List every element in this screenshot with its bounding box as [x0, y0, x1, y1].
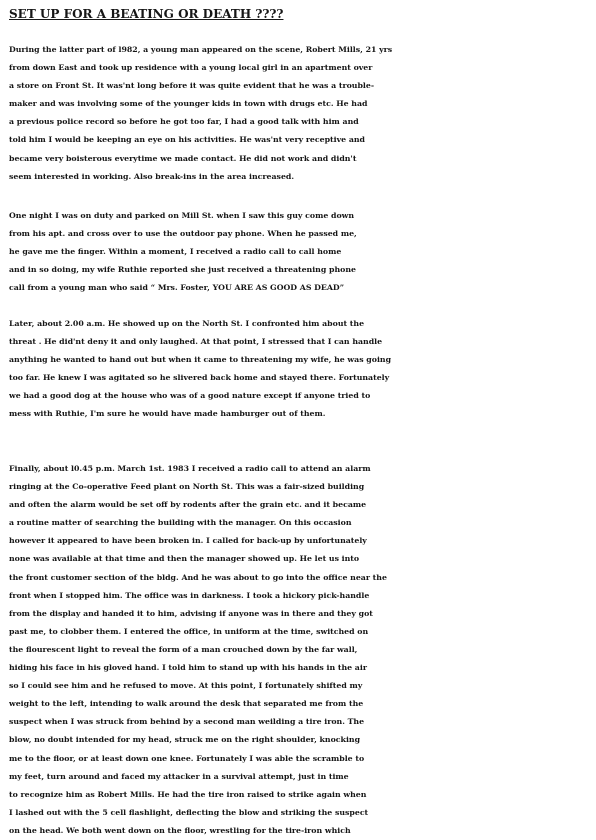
text-line: mess with Ruthie, I'm sure he would have made hamburger out of them.	[9, 409, 326, 419]
text-line: During the latter part of l982, a young man appeared on the scene, Robert Mills, 21 yrs	[9, 45, 393, 54]
text-line: the flourescent light to reveal the form of a man crouched down by the far wall,	[9, 644, 358, 654]
text-line: from down East and took up residence with a young local girl in an apartment over	[9, 63, 373, 73]
text-line: a routine matter of searching the building with the manager. On this occasion	[9, 518, 352, 528]
paragraph-4	[9, 460, 594, 840]
text-line: seem interested in working. Also break-ins in the area increased.	[9, 171, 295, 181]
text-line: we had a good dog at the house who was of a good nature except if anyone tried to	[9, 391, 371, 401]
paragraph-3	[9, 315, 594, 424]
text-line: maker and was involving some of the younger kids in town with drugs etc. He had	[9, 99, 368, 109]
text-line: ringing at the Co-operative Feed plant on North St. This was a fair-sized building	[9, 482, 365, 492]
text-line: call from a young man who said “ Mrs. Foster, YOU ARE AS GOOD AS DEAD”	[9, 283, 345, 293]
text-line: me to the floor, or at least down one knee. Fortunately I was able the scramble to	[9, 753, 365, 763]
text-line: too far. He knew I was agitated so he slivered back home and stayed there. Fortunately	[9, 373, 390, 383]
text-line: threat . He did'nt deny it and only laughed. At that point, I stressed that I can handle	[9, 337, 383, 347]
text-line: from the display and handed it to him, advising if anyone was in there and they got	[9, 608, 373, 618]
text-line: and often the alarm would be set off by rodents after the grain etc. and it became	[9, 500, 367, 510]
text-line: on the head. We both went down on the floor, wrestling for the tire-iron which	[9, 825, 351, 835]
document-title: SET UP FOR A BEATING OR DEATH ????	[9, 7, 284, 21]
text-line: Later, about 2.00 a.m. He showed up on the North St. I confronted him about the	[9, 319, 365, 328]
text-line: suspect when I was struck from behind by a second man weilding a tire iron. The	[9, 717, 365, 727]
text-line: a previous police record so before he got too far, I had a good talk with him and	[9, 117, 359, 127]
text-line: blow, no doubt intended for my head, struck me on the right shoulder, knocking	[9, 735, 361, 745]
text-line: anything he wanted to hand out but when it came to threatening my wife, he was going	[9, 355, 392, 365]
text-line: however it appeared to have been broken in. I called for back-up by unfortunately	[9, 536, 367, 546]
text-line: became very boisterous everytime we made contact. He did not work and didn't	[9, 153, 357, 163]
text-line: I lashed out with the 5 cell flashlight, deflecting the blow and striking the suspect	[9, 807, 369, 817]
text-line: Finally, about l0.45 p.m. March 1st. 1983 I received a radio call to attend an alarm	[9, 464, 371, 473]
text-line: hiding his face in his gloved hand. I told him to stand up with his hands in the air	[9, 663, 367, 673]
text-line: a store on Front St. It was'nt long before it was quite evident that he was a trouble-	[9, 81, 375, 91]
text-line: he gave me the finger. Within a moment, I received a radio call to call home	[9, 247, 342, 257]
text-line: none was available at that time and then the manager showed up. He let us into	[9, 554, 360, 564]
text-line: past me, to clobber them. I entered the office, in uniform at the time, switched on	[9, 626, 369, 636]
text-line: One night I was on duty and parked on Mill St. when I saw this guy come down	[9, 211, 355, 220]
text-line: front when I stopped him. The office was in darkness. I took a hickory pick-handle	[9, 590, 370, 600]
text-line: and in so doing, my wife Ruthie reported she just received a threatening phone	[9, 265, 356, 275]
text-line: my feet, turn around and faced my attacker in a survival attempt, just in time	[9, 771, 349, 781]
text-line: weight to the left, intending to walk around the desk that separated me from the	[9, 699, 364, 709]
paragraph-2	[9, 207, 594, 297]
text-line: so I could see him and he refused to move. At this point, I fortunately shifted my	[9, 681, 363, 691]
text-line: told him I would be keeping an eye on his activities. He was'nt very receptive and	[9, 135, 365, 145]
text-line: from his apt. and cross over to use the outdoor pay phone. When he passed me,	[9, 229, 357, 239]
text-line: to recognize him as Robert Mills. He had the tire iron raised to strike again when	[9, 789, 367, 799]
text-line: the front customer section of the bldg. And he was about to go into the office near the	[9, 572, 387, 582]
paragraph-1	[9, 41, 594, 186]
